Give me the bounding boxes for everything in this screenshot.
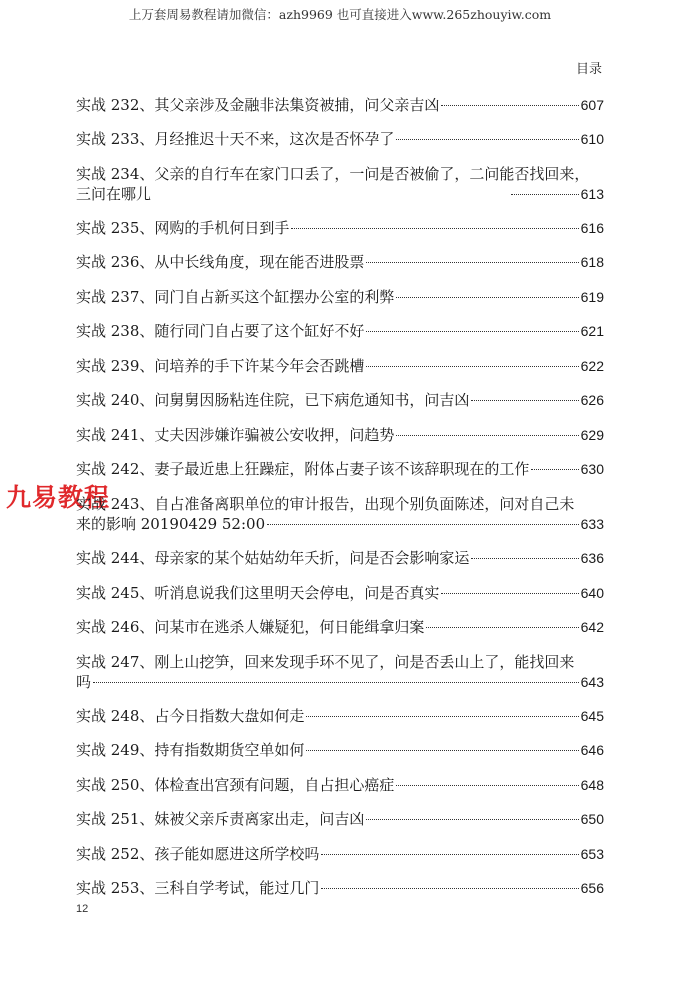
toc-entry-label: 实战 250、体检查出宫颈有问题，自占担心癌症 (76, 776, 395, 794)
toc-entry-page: 610 (580, 131, 604, 147)
toc-entry[interactable] (76, 706, 604, 726)
toc-entry-label: 实战 233、月经推迟十天不来，这次是否怀孕了 (76, 130, 395, 148)
dot-leader (306, 716, 578, 717)
toc-entry-page: 640 (580, 585, 604, 601)
dot-leader (366, 366, 578, 367)
toc-entry[interactable] (76, 129, 604, 149)
toc-entry-page: 650 (580, 811, 604, 827)
toc-entry-label: 实战 252、孩子能如愿进这所学校吗 (76, 845, 320, 863)
toc-entry-label: 实战 251、妹被父亲斥责离家出走，问吉凶 (76, 810, 365, 828)
dot-leader (426, 627, 578, 628)
dot-leader (441, 105, 578, 106)
toc-entry-page: 626 (580, 392, 604, 408)
dot-leader (306, 750, 578, 751)
toc-entry[interactable] (76, 809, 604, 829)
toc-entry-page: 653 (580, 846, 604, 862)
dot-leader (396, 139, 578, 140)
toc-entry-label-line1: 实战 234、父亲的自行车在家门口丢了，一问是否被偷了，二问能否找回来， (76, 165, 590, 183)
toc-entry-label: 实战 236、从中长线角度，现在能否进股票 (76, 253, 365, 271)
toc-entry-label: 实战 253、三科自学考试，能过几门 (76, 879, 320, 897)
toc-entry[interactable] (76, 164, 604, 204)
dot-leader (366, 262, 578, 263)
toc-entry-label: 实战 248、占今日指数大盘如何走 (76, 707, 305, 725)
toc-entry-page: 636 (580, 550, 604, 566)
dot-leader (93, 682, 579, 683)
page-number: 12 (76, 903, 89, 915)
toc-entry-page: 607 (580, 97, 604, 113)
toc-entry[interactable] (76, 321, 604, 341)
toc-entry-page: 643 (580, 674, 604, 690)
dot-leader (366, 819, 578, 820)
toc-entry[interactable] (76, 356, 604, 376)
top-banner-text: 上万套周易教程请加微信：azh9969 也可直接进入www.265zhouyiw.com (128, 7, 552, 22)
toc-entry-page: 616 (580, 220, 604, 236)
toc-entry-label: 实战 235、网购的手机何日到手 (76, 219, 290, 237)
toc-entry[interactable] (76, 95, 604, 115)
toc-entry-label: 实战 241、丈夫因涉嫌诈骗被公安收押，问趋势 (76, 426, 395, 444)
dot-leader (471, 400, 578, 401)
toc-entry[interactable] (76, 844, 604, 864)
toc-entry-label-line1: 实战 243、自占准备离职单位的审计报告，出现个别负面陈述，问对自己未 (76, 495, 575, 513)
toc-entry-page: 621 (580, 323, 604, 339)
toc-entry-page: 648 (580, 777, 604, 793)
toc-entry-page: 618 (580, 254, 604, 270)
toc-entry[interactable] (76, 548, 604, 568)
toc-entry-label: 实战 238、随行同门自占要了这个缸好不好 (76, 322, 365, 340)
toc-entry[interactable] (76, 425, 604, 445)
toc-entry-label: 三问在哪儿 (76, 185, 152, 203)
toc-entry[interactable] (76, 459, 604, 479)
toc-entry[interactable] (76, 617, 604, 637)
toc-entry-label: 实战 232、其父亲涉及金融非法集资被捕，问父亲吉凶 (76, 96, 440, 114)
toc-entry-page: 656 (580, 880, 604, 896)
toc-entry[interactable] (76, 494, 604, 534)
toc-entry-page: 622 (580, 358, 604, 374)
toc-entry-label: 实战 240、问舅舅因肠粘连住院，已下病危通知书，问吉凶 (76, 391, 470, 409)
toc-entry-page: 642 (580, 619, 604, 635)
toc-entry-page: 645 (580, 708, 604, 724)
dot-leader (396, 435, 578, 436)
dot-leader (366, 331, 578, 332)
toc-entry[interactable] (76, 878, 604, 898)
toc-entry-page: 619 (580, 289, 604, 305)
dot-leader (511, 194, 579, 195)
toc-entry[interactable] (76, 775, 604, 795)
toc-entry-label: 实战 239、问培养的手下许某今年会否跳槽 (76, 357, 365, 375)
dot-leader (291, 228, 578, 229)
dot-leader (396, 297, 578, 298)
section-header-label: 目录 (575, 62, 602, 77)
toc-entry-label: 实战 249、持有指数期货空单如何 (76, 741, 305, 759)
dot-leader (321, 854, 578, 855)
toc-entry-label: 实战 242、妻子最近患上狂躁症，附体占妻子该不该辞职现在的工作 (76, 460, 530, 478)
toc-entry-page: 646 (580, 742, 604, 758)
toc-entry-page: 613 (580, 186, 604, 202)
dot-leader (321, 888, 578, 889)
dot-leader (531, 469, 578, 470)
toc-entry-label: 实战 245、听消息说我们这里明天会停电，问是否真实 (76, 584, 440, 602)
toc-entry[interactable] (76, 652, 604, 692)
toc-entry-label-line1: 实战 247、刚上山挖笋，回来发现手环不见了，问是否丢山上了，能找回来 (76, 653, 575, 671)
toc-entry[interactable] (76, 740, 604, 760)
brand-watermark: 九易教程 (6, 483, 111, 512)
dot-leader (471, 558, 578, 559)
toc-entry[interactable] (76, 252, 604, 272)
toc-entry-label: 来的影响 20190429 52:00 (76, 515, 266, 533)
toc-entry-label: 实战 237、同门自占新买这个缸摆办公室的利弊 (76, 288, 395, 306)
toc-entry[interactable] (76, 287, 604, 307)
toc-entry-page: 633 (580, 516, 604, 532)
toc-entry[interactable] (76, 583, 604, 603)
toc-entry[interactable] (76, 218, 604, 238)
toc-entry-label: 实战 244、母亲家的某个姑姑幼年夭折，问是否会影响家运 (76, 549, 470, 567)
dot-leader (267, 524, 579, 525)
toc-entry[interactable] (76, 390, 604, 410)
toc-entry-label: 实战 246、问某市在逃杀人嫌疑犯，何日能缉拿归案 (76, 618, 425, 636)
dot-leader (396, 785, 578, 786)
dot-leader (441, 593, 578, 594)
toc-entry-label: 吗 (76, 673, 92, 691)
toc-entry-page: 629 (580, 427, 604, 443)
toc-entry-page: 630 (580, 461, 604, 477)
